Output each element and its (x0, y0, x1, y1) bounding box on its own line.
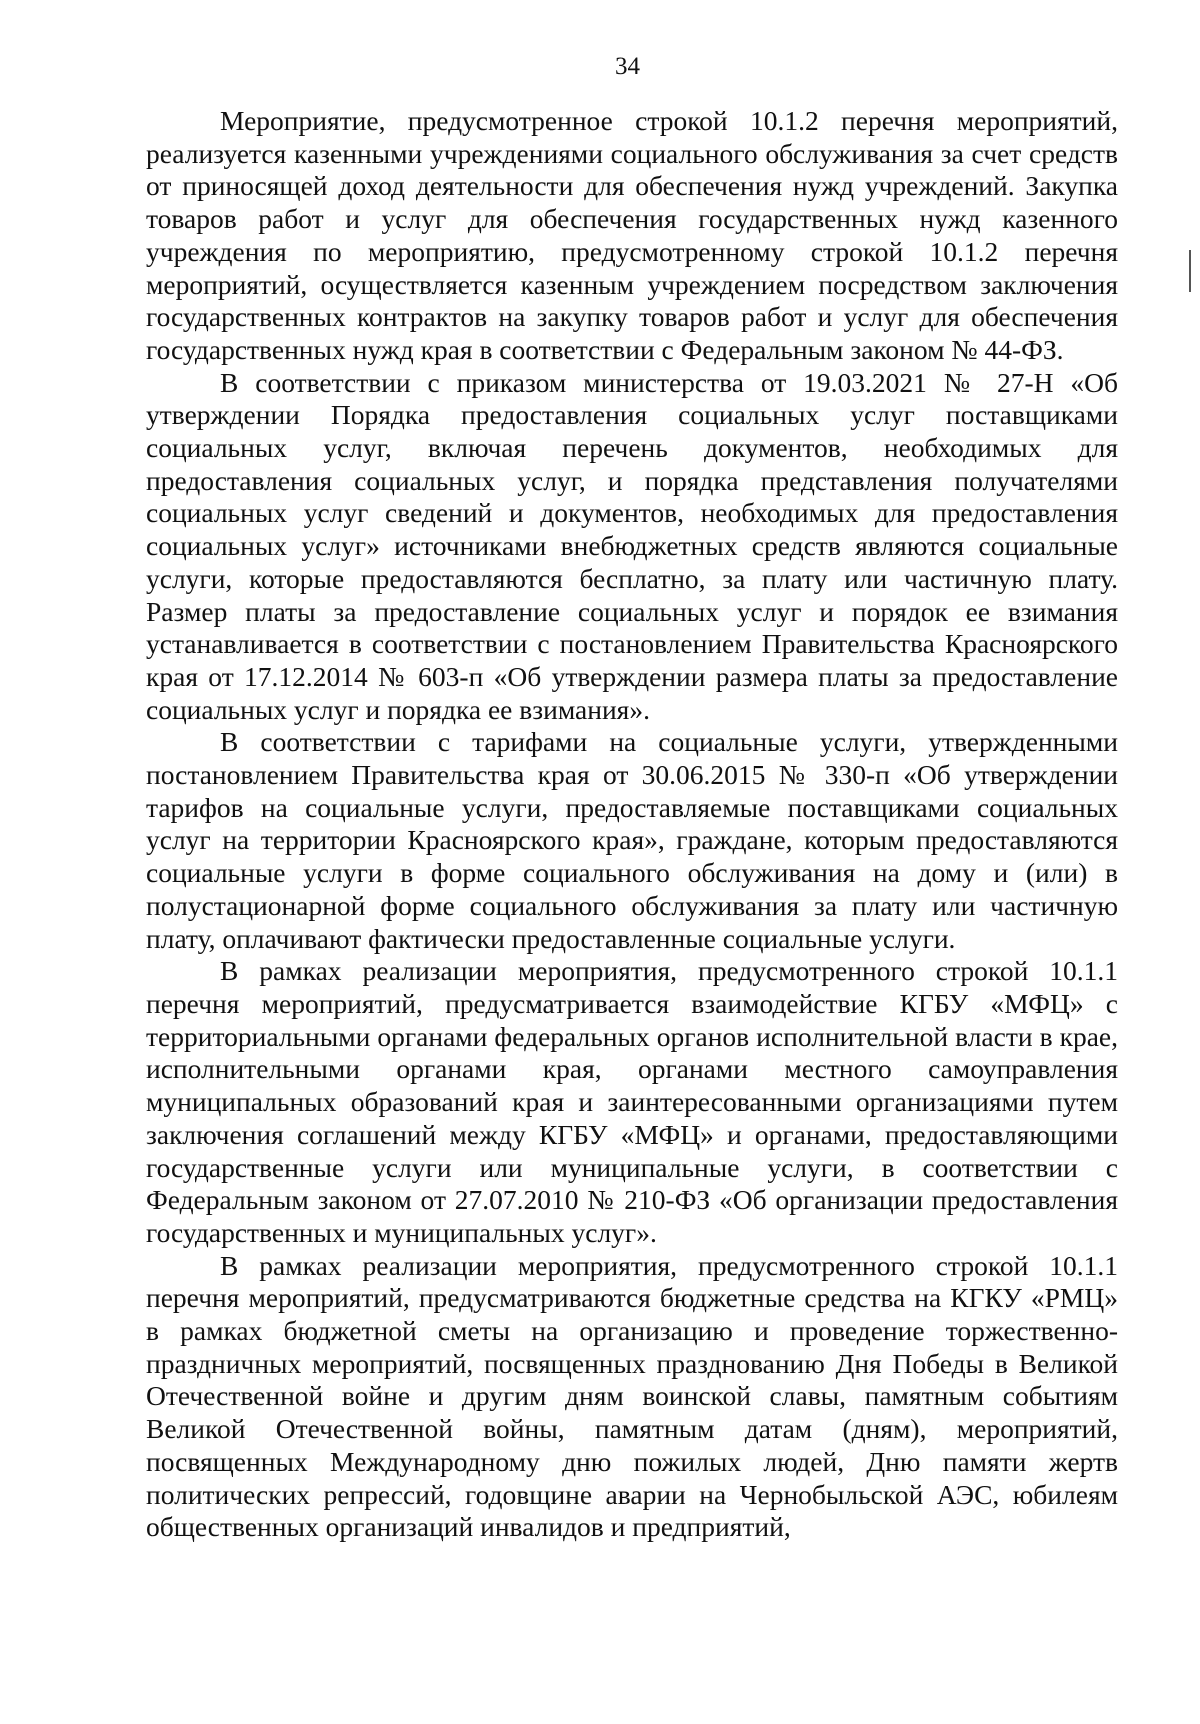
page-number: 34 (615, 53, 640, 80)
paragraph-5: В рамках реализации мероприятия, предусмотренного строкой 10.1.1 перечня мероприятий, предусматриваются бюджетные средства на КГКУ «РМЦ» в рамках бюджетной сметы на организацию и проведение торжественно-праздничных мероприятий, посвященных празднованию Дня Победы в Великой Отечественной войне и другим дням воинской славы, памятным событиям Великой Отечественной войны, памятным датам (дням), мероприятий, посвященных Международному дню пожилых людей, Дню памяти жертв политических репрессий, годовщине аварии на Чернобыльской АЭС, юбилеям общественных организаций инвалидов и предприятий, (146, 1249, 1118, 1543)
scan-edge-mark (1189, 250, 1191, 292)
document-body (146, 105, 1118, 1544)
paragraph-4: В рамках реализации мероприятия, предусмотренного строкой 10.1.1 перечня мероприятий, предусматривается взаимодействие КГБУ «МФЦ» с территориальными органами федеральных органов исполнительной власти в крае, исполнительными органами края, органами местного самоуправления муниципальных образований края и заинтересованными организациями путем заключения соглашений между КГБУ «МФЦ» и органами, предоставляющими государственные услуги или муниципальные услуги, в соответствии с Федеральным законом от 27.07.2010 № 210-ФЗ «Об организации предоставления государственных и муниципальных услуг». (146, 955, 1118, 1248)
paragraph-1: Мероприятие, предусмотренное строкой 10.1.2 перечня мероприятий, реализуется казенными учреждениями социального обслуживания за счет средств от приносящей доход деятельности для обеспечения нужд учреждений. Закупка товаров работ и услуг для обеспечения государственных нужд казенного учреждения по мероприятию, предусмотренному строкой 10.1.2 перечня мероприятий, осуществляется казенным учреждением посредством заключения государственных контрактов на закупку товаров работ и услуг для обеспечения государственных нужд края в соответствии с Федеральным законом № 44-ФЗ. (146, 105, 1118, 365)
paragraph-3: В соответствии с тарифами на социальные услуги, утвержденными постановлением Правительства края от 30.06.2015 № 330-п «Об утверждении тарифов на социальные услуги, предоставляемые поставщиками социальных услуг на территории Красноярского края», граждане, которым предоставляются социальные услуги в форме социального обслуживания на дому и (или) в полустационарной форме социального обслуживания за плату или частичную плату, оплачивают фактически предоставленные социальные услуги. (146, 726, 1118, 954)
paragraph-2: В соответствии с приказом министерства от 19.03.2021 № 27-Н «Об утверждении Порядка предоставления социальных услуг поставщиками социальных услуг, включая перечень документов, необходимых для предоставления социальных услуг, и порядка представления получателями социальных услуг сведений и документов, необходимых для предоставления социальных услуг» источниками внебюджетных средств являются социальные услуги, которые предоставляются бесплатно, за плату или частичную плату. Размер платы за предоставление социальных услуг и порядок ее взимания устанавливается в соответствии с постановлением Правительства Красноярского края от 17.12.2014 № 603-п «Об утверждении размера платы за предоставление социальных услуг и порядка ее взимания». (146, 366, 1118, 725)
